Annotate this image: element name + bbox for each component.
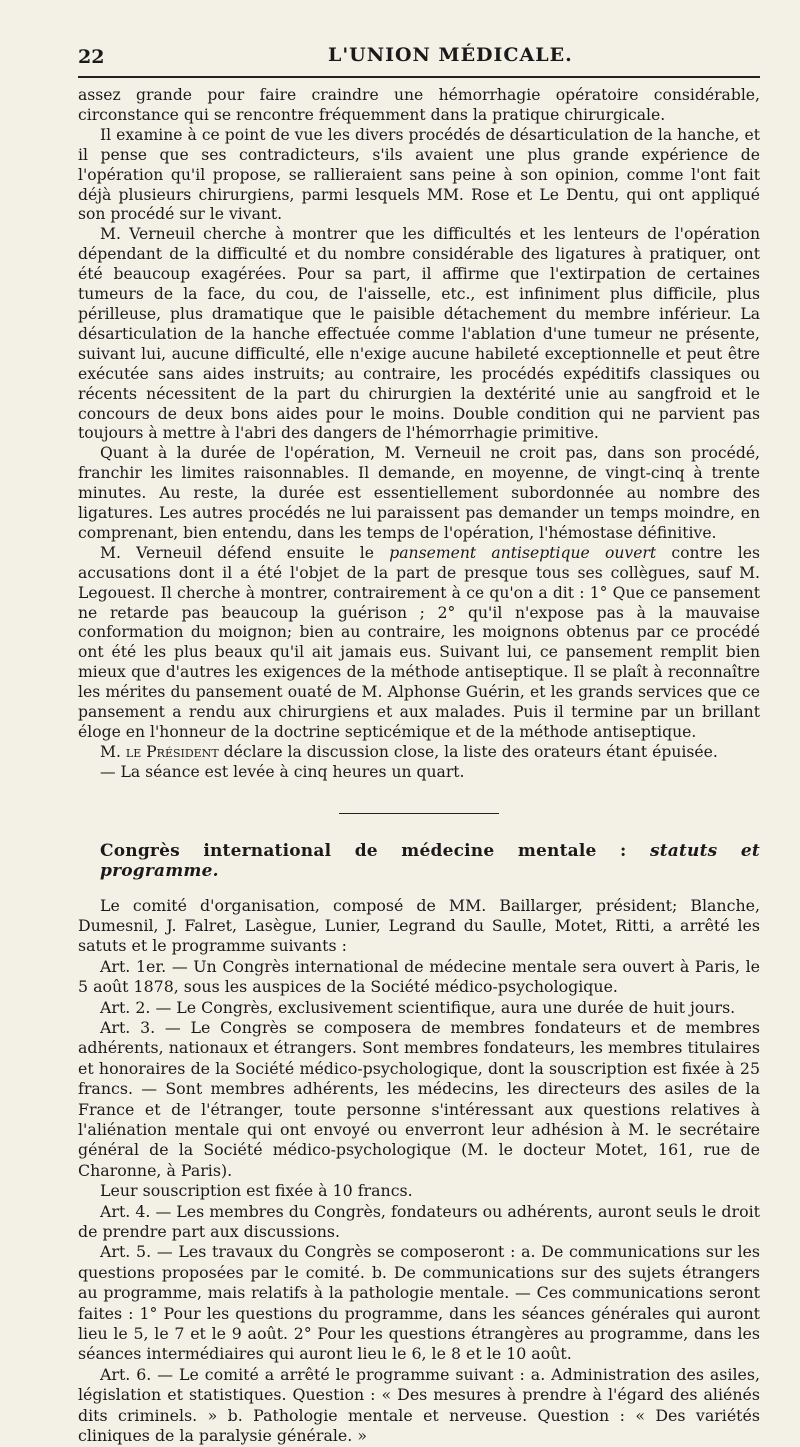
article-3: Art. 3. — Le Congrès se composera de membres fondateurs et de membres adhérents, nationaux et étrangers. Sont membres fondateurs, les membres titulaires et honoraires de la Société médico-psychologique, dont la souscription est fixée à 25 francs. — Sont membres adhérents, les médecins, les directeurs des asiles de la France et de l'étranger, toute personne s'intéressant aux questions relatives à l'aliénation mentale qui ont envoyé ou enverront leur adhésion à M. le secrétaire général de la Société médico-psychologique (M. le docteur Motet, 161, rue de Charonne, à Paris). xyxy=(78,1017,760,1180)
header-rule xyxy=(78,76,760,78)
article-5: Art. 5. — Les travaux du Congrès se composeront : a. De communications sur les questions proposées par le comité. b. De communications sur des sujets étrangers au programme, mais relatifs à la pathologie mentale. — Ces communications seront faites : 1° Pour les questions du programme, dans les séances générales qui auront lieu le 5, le 7 et le 9 août. 2° Pour les questions étrangères au programme, dans les séances intermédiaires qui auront lieu le 6, le 8 et le 10 août. xyxy=(78,1242,760,1364)
paragraph: Il examine à ce point de vue les divers procédés de désarticulation de la hanche, et il pense que ses contradicteurs, s'ils avaient une plus grande expérience de l'opération qu'il propose, se rallieraient sans peine à son opinion, comme l'ont fait déjà plusieurs chirurgiens, parmi lesquels MM. Rose et Le Dentu, qui ont appliqué son procédé sur le vivant. xyxy=(78,125,760,224)
statutes xyxy=(78,896,760,1447)
article-2: Art. 2. — Le Congrès, exclusivement scientifique, aura une durée de huit jours. xyxy=(100,997,736,1017)
section-separator xyxy=(339,813,499,814)
president-title: le Président xyxy=(125,742,219,761)
closing-line: — La séance est levée à cinq heures un quart. xyxy=(100,762,465,781)
subscription-note: Leur souscription est fixée à 10 francs. xyxy=(100,1181,413,1201)
page-header xyxy=(78,0,760,72)
running-head: L'UNION MÉDICALE. xyxy=(328,44,573,66)
paragraph: Quant à la durée de l'opération, M. Verneuil ne croit pas, dans son procédé, franchir les limites raisonnables. Il demande, en moyenne, de vingt-cinq à trente minutes. Au reste, la durée est essentiellement subordonnée au nombre des ligatures. Les autres procédés ne lui paraissent pas demander un temps moindre, en comprenant, bien entendu, dans les temps de l'opération, l'hémostase définitive. xyxy=(78,444,760,542)
article-1: Art. 1er. — Un Congrès international de médecine mentale sera ouvert à Paris, le 5 août 1878, sous les auspices de la Société médico-psychologique. xyxy=(78,956,760,997)
article-6: Art. 6. — Le comité a arrêté le programme suivant : a. Administration des asiles, législation et statistiques. Question : « Des mesures à prendre à l'égard des aliénés dits criminels. » b. Pathologie mentale et nerveuse. Question : « Des variétés cliniques de la paralysie générale. » xyxy=(78,1364,760,1446)
paragraph-president: M. le Président déclare la discussion close, la liste des orateurs étant épuisée. xyxy=(100,742,718,761)
article-4: Art. 4. — Les membres du Congrès, fondateurs ou adhérents, auront seuls le droit de prendre part aux discussions. xyxy=(78,1201,760,1242)
paragraph: M. Verneuil cherche à montrer que les difficultés et les lenteurs de l'opération dépendant de la difficulté et du nombre considérable des ligatures à pratiquer, ont été beaucoup exagérées. Pour sa part, il affirme que l'extirpation de certaines tumeurs de la face, du cou, de l'aisselle, etc., est infiniment plus difficile, plus périlleuse, plus dramatique que le paisible détachement du membre inférieur. La désarticulation de la hanche effectuée comme l'ablation d'une tumeur ne présente, suivant lui, aucune difficulté, elle n'exige aucune habileté exceptionnelle et peut être exécutée sans aides instruits; au contraire, les procédés expéditifs classiques ou récents nécessitent de la part du chirurgien la dextérité unie au sangfroid et le concours de deux bons aides pour le moins. Double condition qui ne parvient pas toujours à mettre à l'abri des dangers de l'hémorrhagie primitive. xyxy=(78,225,760,443)
section-title: Congrès international de médecine mentale : statuts et programme. xyxy=(100,840,760,881)
article-body xyxy=(78,86,760,1447)
paragraph: assez grande pour faire craindre une hémorrhagie opératoire considérable, circonstance qui se rencontre fréquemment dans la pratique chirurgicale. xyxy=(78,86,760,124)
page-number: 22 xyxy=(78,46,105,68)
intro-paragraph: Le comité d'organisation, composé de MM. Baillarger, président; Blanche, Dumesnil, J. Falret, Lasègue, Lunier, Legrand du Saulle, Motet, Ritti, a arrêté les satuts et le programme suivants : xyxy=(78,895,760,956)
italic-term: pansement antiseptique ouvert xyxy=(389,543,657,562)
paragraph-pansement: M. Verneuil défend ensuite le pansement antiseptique ouvert contre les accusations dont il a été l'objet de la part de presque tous ses collègues, sauf M. Legouest. Il cherche à montrer, contrairement à ce qu'on a dit : 1° Que ce pansement ne retarde pas beaucoup la guérison ; 2° qu'il n'expose pas à la mauvaise conformation du moignon; bien au contraire, les moignons obtenus par ce procédé ont été les plus beaux qu'il ait jamais eus. Suivant lui, ce pansement remplit bien mieux que d'autres les exigences de la méthode antiseptique. Il se plaît à reconnaître les mérites du pansement ouaté de M. Alphonse Guérin, et les grands services que ce pansement a rendu aux chirurgiens et aux malades. Puis il termine par un brillant éloge en l'honneur de la doctrine septicémique et de la méthode antiseptique. xyxy=(78,543,761,741)
